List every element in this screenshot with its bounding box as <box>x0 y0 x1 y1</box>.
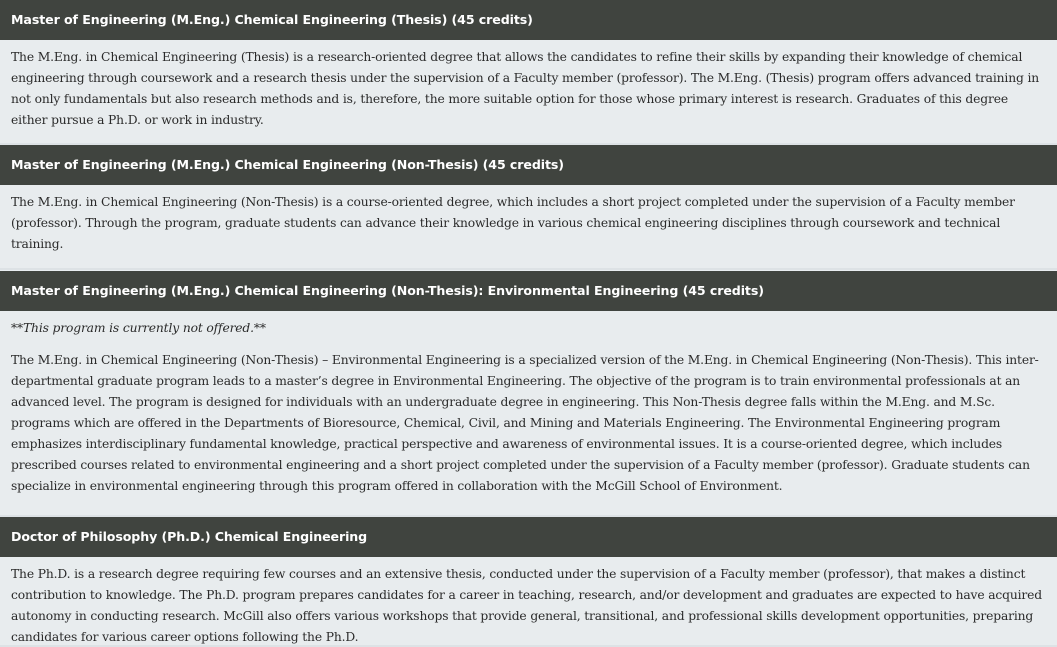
program-description-panel <box>0 557 1057 647</box>
program-description-panel <box>0 185 1057 270</box>
program-availability-note: **This program is currently not offered.** <box>11 321 266 335</box>
program-title[interactable]: Doctor of Philosophy (Ph.D.) Chemical Engineering <box>0 517 1057 557</box>
program-title[interactable]: Master of Engineering (M.Eng.) Chemical Engineering (Non-Thesis): Environmental Engineering (45 credits) <box>0 271 1057 311</box>
program-title[interactable]: Master of Engineering (M.Eng.) Chemical Engineering (Thesis) (45 credits) <box>0 0 1057 40</box>
program-title[interactable]: Master of Engineering (M.Eng.) Chemical Engineering (Non-Thesis) (45 credits) <box>0 145 1057 185</box>
program-description-panel <box>0 40 1057 145</box>
program-mengt-thesis <box>0 0 1057 145</box>
program-description: The M.Eng. in Chemical Engineering (Non-Thesis) – Environmental Engineering is a specialized version of the M.Eng. in Chemical Engineering (Non-Thesis). This inter-departmental graduate program leads to a master’s degree in Environmental Engineering. The objective of the program is to train environmental professionals at an advanced level. The program is designed for individuals with an undergraduate degree in engineering. This Non-Thesis degree falls within the M.Eng. and M.Sc. programs which are offered in the Departments of Bioresource, Chemical, Civil, and Mining and Materials Engineering. The Environmental Engineering program emphasizes interdisciplinary fundamental knowledge, practical perspective and awareness of environmental issues. It is a course-oriented degree, which includes prescribed courses related to environmental engineering and a short project completed under the supervision of a Faculty member (professor). Graduate students can specialize in environmental engineering through this program offered in collaboration with the McGill School of Environment. <box>11 353 1039 493</box>
program-meng-non-thesis <box>0 145 1057 270</box>
program-description: The M.Eng. in Chemical Engineering (Non-Thesis) is a course-oriented degree, which includes a short project completed under the supervision of a Faculty member (professor). Through the program, graduate students can advance their knowledge in various chemical engineering disciplines through coursework and technical training. <box>11 195 1015 251</box>
program-description: The M.Eng. in Chemical Engineering (Thesis) is a research-oriented degree that allows the candidates to refine their skills by expanding their knowledge of chemical engineering through coursework and a research thesis under the supervision of a Faculty member (professor). The M.Eng. (Thesis) program offers advanced training in not only fundamentals but also research methods and is, therefore, the more suitable option for those whose primary interest is research. Graduates of this degree either pursue a Ph.D. or work in industry. <box>11 50 1039 127</box>
program-description-panel <box>0 311 1057 517</box>
program-phd <box>0 517 1057 647</box>
program-description: The Ph.D. is a research degree requiring few courses and an extensive thesis, conducted under the supervision of a Faculty member (professor), that makes a distinct contribution to knowledge. The Ph.D. program prepares candidates for a career in teaching, research, and/or development and graduates are expected to have acquired autonomy in conducting research. McGill also offers various workshops that provide general, transitional, and professional skills development opportunities, preparing candidates for various career options following the Ph.D. <box>11 567 1042 644</box>
program-meng-environmental <box>0 271 1057 517</box>
